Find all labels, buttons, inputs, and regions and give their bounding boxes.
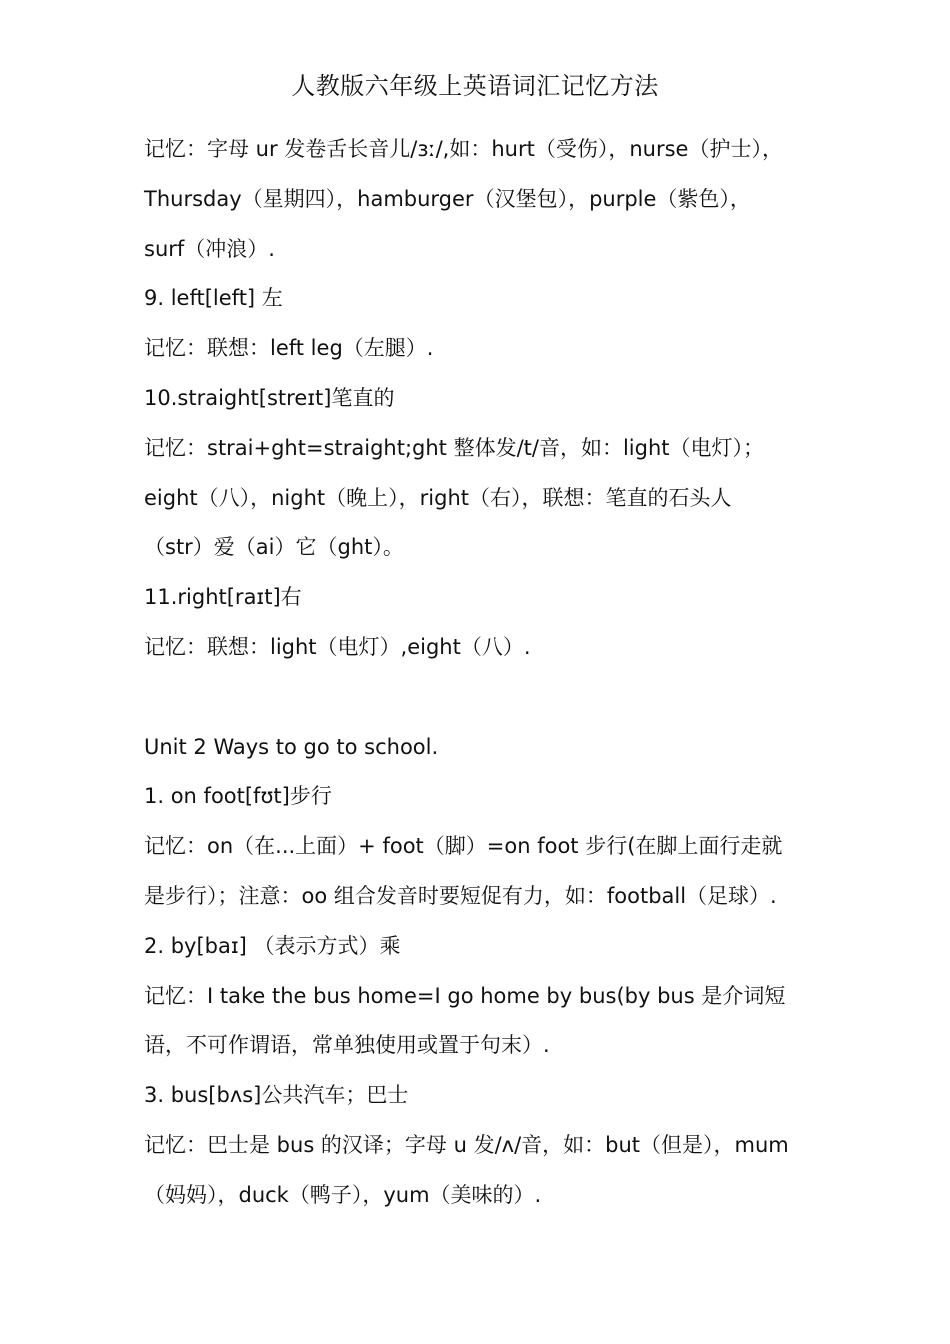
text-line: 语，不可作谓语，常单独使用或置于句末）. <box>144 1033 550 1058</box>
text-line: （妈妈），duck（鸭子），yum（美味的）. <box>144 1182 542 1207</box>
text-line: 记忆：on（在...上面）+ foot（脚）=on foot 步行(在脚上面行走就 <box>144 834 783 859</box>
text-line: （str）爱（ai）它（ght）。 <box>144 535 404 560</box>
text-line: 是步行）；注意：oo 组合发音时要短促有力，如：football（足球）. <box>144 883 777 908</box>
text-line: Thursday（星期四），hamburger（汉堡包），purple（紫色）， <box>144 186 751 211</box>
vocab-heading: 2. by[baɪ] （表示方式）乘 <box>144 933 401 958</box>
vocab-heading: 10.straight[streɪt]笔直的 <box>144 385 395 410</box>
blank-line <box>144 673 824 723</box>
vocab-heading: 11.right[raɪt]右 <box>144 585 302 610</box>
vocab-heading: 3. bus[bʌs]公共汽车；巴士 <box>144 1083 409 1108</box>
text-line: surf（冲浪）. <box>144 236 275 261</box>
page-title: 人教版六年级上英语词汇记忆方法 <box>291 72 659 100</box>
text-line: 记忆：联想：light（电灯）,eight（八）. <box>144 634 531 659</box>
unit-heading: Unit 2 Ways to go to school. <box>144 734 439 759</box>
text-line: 记忆：字母 ur 发卷舌长音儿/ɜː/,如：hurt（受伤），nurse（护士）， <box>144 137 783 161</box>
vocab-heading: 1. on foot[fʊt]步行 <box>144 784 332 809</box>
text-line: 记忆：strai+ght=straight;ght 整体发/t/音，如：light（电灯）； <box>144 435 765 460</box>
text-line: 记忆：联想：left leg（左腿）. <box>144 336 434 361</box>
text-line: eight（八），night（晚上），right（右），联想：笔直的石头人 <box>144 485 732 510</box>
text-line: 记忆：I take the bus home=I go home by bus(by bus 是介词短 <box>144 983 786 1008</box>
vocab-heading: 9. left[left] 左 <box>144 286 283 311</box>
text-line: 记忆：巴士是 bus 的汉译；字母 u 发/ʌ/音，如：but（但是），mum <box>144 1132 789 1157</box>
document-body <box>144 125 824 1221</box>
